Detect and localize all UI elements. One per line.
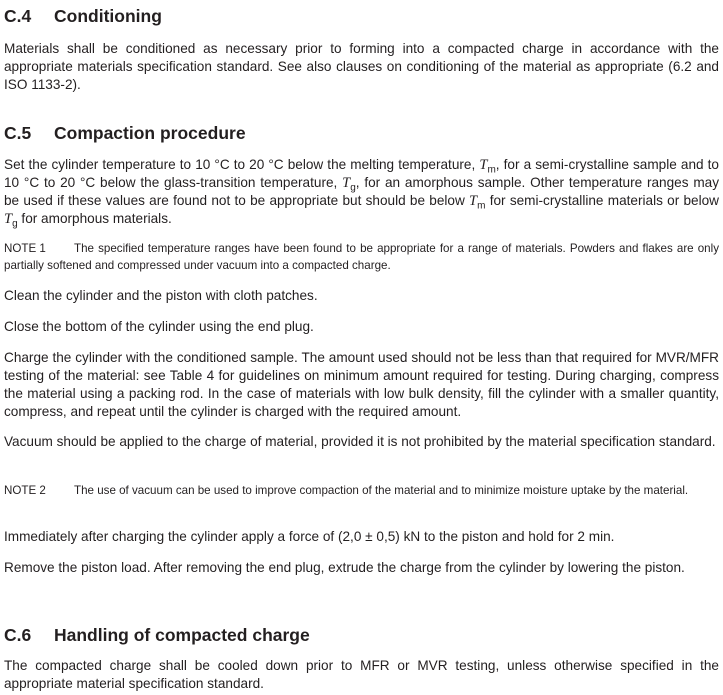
section-number: C.5 <box>4 123 32 143</box>
note-text: The specified temperature ranges have been found to be appropriate for a range of materials. Powders and flakes are only partially softened and compressed under vacuum into a compacted charge. <box>4 242 719 272</box>
melting-temperature-symbol: T <box>479 157 488 173</box>
conditioning-paragraph: Materials shall be conditioned as necessary prior to forming into a compacted charge in accordance with the appropriate materials specification standard. See also clauses on conditioning of the material as appropriate (6.2 and ISO 1133-2). <box>4 41 719 92</box>
handling-paragraph: The compacted charge shall be cooled down prior to MFR or MVR testing, unless otherwise specified in the appropriate material specification standard. <box>4 658 719 691</box>
note-text: The use of vacuum can be used to improve compaction of the material and to minimize moisture uptake by the material. <box>74 484 689 497</box>
glass-transition-symbol: T <box>342 175 351 191</box>
section-heading-c6 <box>4 625 310 645</box>
force-paragraph: Immediately after charging the cylinder apply a force of (2,0 ± 0,5) kN to the piston and hold for 2 min. <box>4 529 615 544</box>
section-title: Compaction procedure <box>54 123 246 143</box>
note-label: NOTE 1 <box>4 242 46 255</box>
clean-paragraph: Clean the cylinder and the piston with cloth patches. <box>4 288 318 303</box>
temperature-paragraph: Set the cylinder temperature to 10 °C to 20 °C below the melting temperature, $T_m$, for a semi-crystalline sample and to 10 °C to 20 °C below the glass-transition temperature, $T_g$, for an amorphous sample. Other temperature ranges may be used if these values are found not to be appropriate but should be below $T_m$ for semi-crystalline materials or below $T_g$ for amorphous materials. <box>4 157 720 230</box>
glass-transition-symbol: T <box>4 211 13 227</box>
remove-paragraph: Remove the piston load. After removing the end plug, extrude the charge from the cylinder by lowering the piston. <box>4 560 685 575</box>
vacuum-paragraph: Vacuum should be applied to the charge of material, provided it is not prohibited by the material specification standard. <box>4 434 716 449</box>
note-2 <box>4 482 719 499</box>
melting-temperature-symbol: T <box>469 193 478 209</box>
section-heading-c5 <box>4 123 246 143</box>
section-number: C.4 <box>4 6 32 26</box>
section-title: Conditioning <box>54 6 162 26</box>
close-paragraph: Close the bottom of the cylinder using the end plug. <box>4 319 314 334</box>
charge-paragraph: Charge the cylinder with the conditioned sample. The amount used should not be less than that required for MVR/MFR testing of the material: see Table 4 for guidelines on minimum amount required for testing. During charging, compress the material using a packing rod. In the case of materials with low bulk density, fill the cylinder with a smaller quantity, compress, and repeat until the cylinder is charged with the required amount. <box>4 350 719 419</box>
note-1 <box>4 240 719 274</box>
section-title: Handling of compacted charge <box>54 625 310 645</box>
section-heading-c4 <box>4 6 162 26</box>
section-number: C.6 <box>4 625 32 645</box>
note-label: NOTE 2 <box>4 484 46 497</box>
